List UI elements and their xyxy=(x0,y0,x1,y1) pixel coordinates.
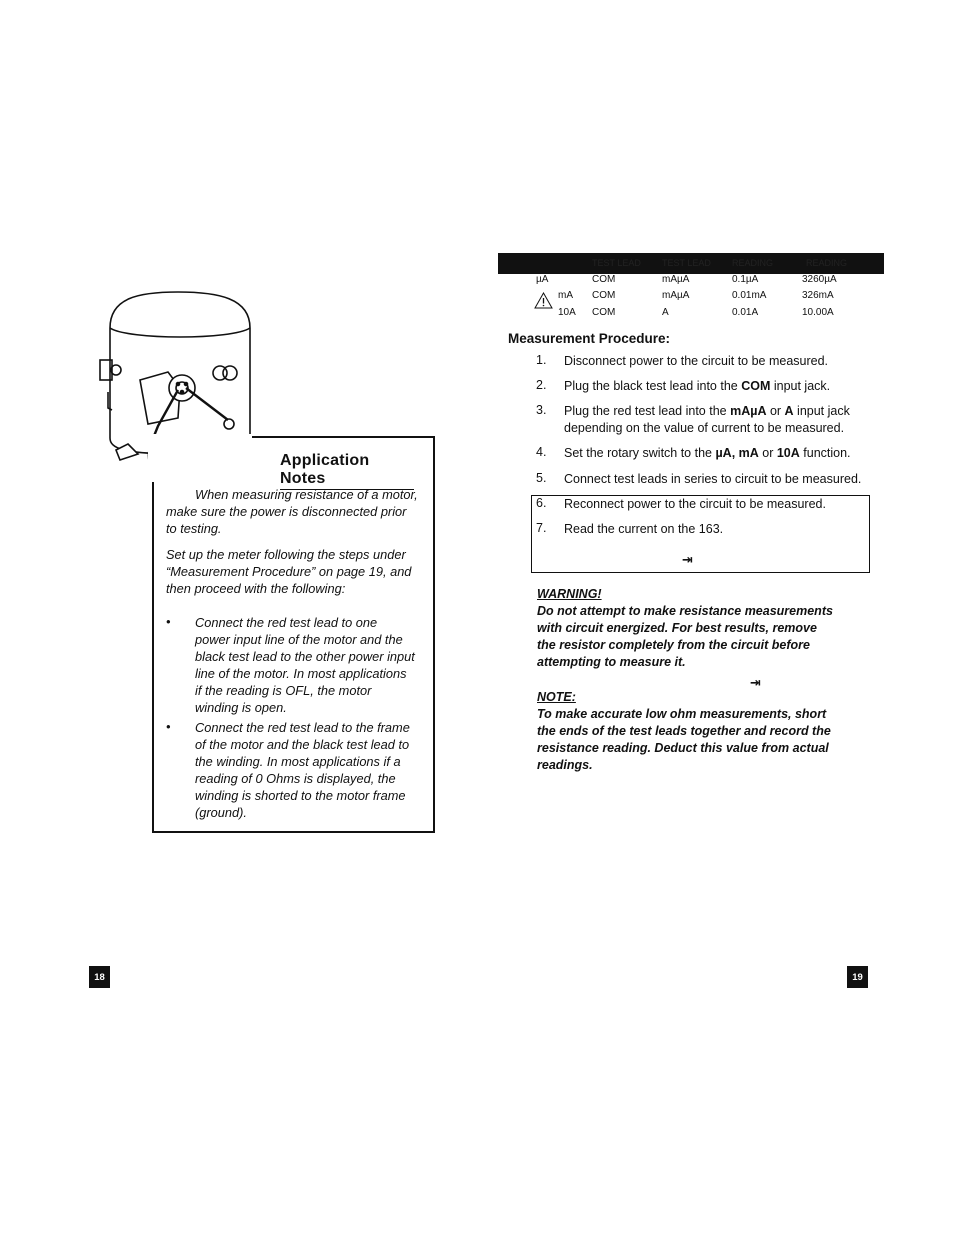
table-cell: COM xyxy=(592,274,616,285)
table-cell: COM xyxy=(592,307,616,318)
bullet-marker: • xyxy=(166,719,171,734)
warning-label: WARNING! xyxy=(537,587,602,601)
note-paragraph-2: Set up the meter following the steps under “Measurement Procedure” on page 19, and then proceed with the following: xyxy=(166,547,412,596)
step-number: 4. xyxy=(536,445,547,459)
diode-icon: ⇥ xyxy=(682,552,693,567)
note-label: NOTE: xyxy=(537,690,576,704)
table-cell: 0.01A xyxy=(732,307,759,318)
step-text: Plug the red test lead into the mAµA or A input jack depending on the value of current to be measured. xyxy=(564,404,850,435)
bullet-marker: • xyxy=(166,614,171,629)
table-cell: 326mA xyxy=(802,290,834,301)
step-text: Plug the black test lead into the COM input jack. xyxy=(564,379,831,393)
step-text: Disconnect power to the circuit to be measured. xyxy=(564,354,829,368)
table-cell: 10A xyxy=(558,307,576,318)
application-notes-title: Application Notes xyxy=(280,452,414,490)
note-paragraph-1: When measuring resistance of a motor, make sure the power is disconnected prior to testing. xyxy=(166,487,418,536)
table-header: TEST LEAD xyxy=(662,258,711,268)
table-cell: 3260µA xyxy=(802,274,837,285)
step-text: Read the current on the 163. xyxy=(564,522,724,536)
table-cell: 10.00A xyxy=(802,307,834,318)
step-number: 2. xyxy=(536,378,547,392)
note-bullet-2: Connect the red test lead to the frame of the motor and the black test lead to the winding. In most applications if a reading of 0 Ohms is displayed, the winding is shorted to the motor frame (ground). xyxy=(195,720,410,820)
warning-triangle-icon xyxy=(534,292,553,309)
note-bullet-1: Connect the red test lead to one power input line of the motor and the black test lead to the other power input line of the motor. In most applications if the reading is OFL, the motor winding is open. xyxy=(195,615,415,715)
table-cell: mA xyxy=(558,290,573,301)
table-cell: mAµA xyxy=(662,290,690,301)
table-cell: COM xyxy=(592,290,616,301)
table-header: TEST LEAD xyxy=(592,258,641,268)
page-number-19: 19 xyxy=(847,966,868,988)
table-header: READING xyxy=(806,258,848,268)
table-cell: mAµA xyxy=(662,274,690,285)
step-number: 1. xyxy=(536,353,547,367)
step-text: Set the rotary switch to the µA, mA or 10A function. xyxy=(564,446,851,460)
page-number-18: 18 xyxy=(89,966,110,988)
table-cell: µA xyxy=(536,274,549,285)
step-number: 5. xyxy=(536,471,547,485)
table-cell: 0.01mA xyxy=(732,290,767,301)
step-number: 7. xyxy=(536,521,547,535)
warning-text: Do not attempt to make resistance measurements with circuit energized. For best results, remove the resistor completely from the circuit before attempting to measure it. xyxy=(537,604,833,669)
table-cell: A xyxy=(662,307,669,318)
table-header: READING xyxy=(732,258,774,268)
diode-icon: ⇥ xyxy=(750,675,761,690)
step-number: 3. xyxy=(536,403,547,417)
measurement-procedure-title: Measurement Procedure: xyxy=(508,331,671,346)
step-text: Connect test leads in series to circuit to be measured. xyxy=(564,472,862,486)
step-number: 6. xyxy=(536,496,547,510)
note-text: To make accurate low ohm measurements, short the ends of the test leads together and record the resistance reading. Deduct this value from actual readings. xyxy=(537,707,831,772)
table-cell: 0.1µA xyxy=(732,274,759,285)
box-corner-cutout xyxy=(148,434,252,482)
step-text: Reconnect power to the circuit to be measured. xyxy=(564,497,826,511)
